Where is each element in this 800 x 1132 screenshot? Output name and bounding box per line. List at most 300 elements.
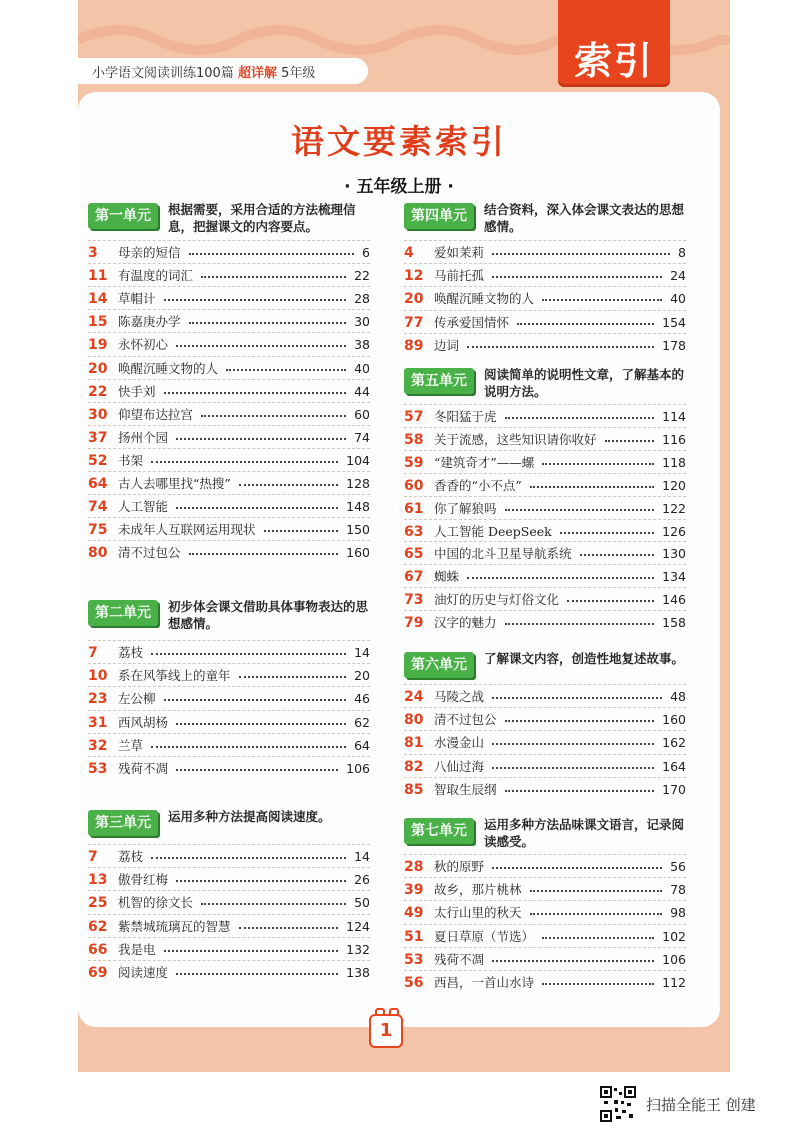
entry-page: 118 (662, 454, 686, 470)
entry-page: 114 (662, 409, 686, 424)
entry-page: 164 (662, 758, 686, 774)
unit-description: 阅读简单的说明性文章，了解基本的说明方法。 (484, 367, 685, 399)
entry-title: 兰草 (118, 737, 144, 753)
unit-description: 了解课文内容，创造性地复述故事。 (484, 651, 685, 666)
entry-page: 134 (662, 569, 686, 585)
entry-page: 104 (346, 452, 370, 468)
leader-dots (530, 913, 662, 915)
leader-dots (176, 438, 346, 440)
leader-dots (560, 532, 654, 534)
index-entry[interactable] (88, 450, 370, 472)
leader-dots (164, 950, 338, 952)
row-divider (404, 947, 686, 948)
leader-dots (176, 880, 346, 882)
entry-title: 故乡，那片桃林 (434, 882, 522, 898)
unit-description: 运用多种方法品味课文语言，记录阅读感受。 (484, 817, 685, 849)
index-entry[interactable] (88, 496, 370, 518)
index-entry[interactable] (88, 939, 370, 961)
index-entry[interactable] (404, 732, 686, 754)
leader-dots (151, 857, 346, 859)
leader-dots (264, 530, 338, 532)
entry-page: 44 (354, 383, 370, 399)
entry-number: 64 (88, 476, 108, 492)
entry-title: 左公柳 (118, 691, 156, 707)
leader-dots (189, 253, 354, 255)
leader-dots (542, 937, 654, 939)
row-divider (404, 970, 686, 971)
index-entry[interactable] (88, 642, 370, 664)
entry-number: 73 (404, 592, 424, 609)
index-entry[interactable] (88, 758, 370, 780)
entry-number: 15 (88, 314, 108, 331)
entry-page: 102 (662, 928, 686, 944)
leader-dots (530, 486, 654, 488)
grade-subtitle: · 五年级上册 · (344, 177, 454, 197)
row-divider (88, 663, 370, 664)
entry-title: 夏日草原（节选） (434, 928, 535, 944)
index-entry[interactable] (404, 589, 686, 611)
entry-title: 香香的“小不点” (434, 477, 522, 493)
entry-title: 传承爱国情怀 (434, 314, 510, 330)
row-divider (404, 610, 686, 611)
entry-page: 178 (662, 337, 686, 353)
entry-page: 20 (354, 668, 370, 684)
entry-page: 60 (354, 406, 370, 422)
leader-dots (505, 623, 654, 625)
row-divider (404, 496, 686, 497)
leader-dots (226, 369, 346, 371)
entry-number: 24 (404, 689, 424, 705)
unit-tag: 第三单元 (88, 810, 158, 836)
entry-page: 14 (354, 645, 370, 660)
index-entry[interactable] (404, 452, 686, 474)
leader-dots (542, 983, 654, 985)
entry-title: 草帽计 (118, 291, 156, 307)
leader-dots (505, 417, 654, 419)
index-entry[interactable] (404, 926, 686, 948)
entry-title: 汉字的魅力 (434, 615, 497, 631)
entry-page: 26 (354, 872, 370, 888)
entry-title: 书架 (118, 452, 144, 468)
index-entry[interactable] (88, 288, 370, 310)
row-divider (404, 541, 686, 542)
entry-title: 傲骨红梅 (118, 872, 169, 888)
entry-number: 67 (404, 569, 424, 586)
entry-page: 24 (670, 268, 686, 284)
leader-dots (492, 276, 662, 278)
entry-page: 160 (346, 545, 370, 561)
entry-title: 人工智能 (118, 499, 169, 515)
index-entry[interactable] (404, 265, 686, 287)
row-divider (88, 379, 370, 380)
entry-number: 80 (404, 712, 424, 729)
entry-number: 79 (404, 615, 424, 632)
leader-dots (239, 927, 338, 929)
row-divider (404, 333, 686, 334)
row-divider (404, 450, 686, 451)
leader-dots (492, 867, 662, 869)
entry-title: 马陵之战 (434, 689, 485, 704)
index-entry[interactable] (88, 869, 370, 891)
leader-dots (492, 767, 654, 769)
entry-page: 128 (346, 476, 370, 491)
row-divider (88, 517, 370, 518)
leader-dots (530, 890, 662, 892)
entry-title: 系在风筝线上的童年 (118, 668, 231, 684)
row-divider (88, 937, 370, 938)
entry-number: 75 (88, 522, 108, 539)
entry-page: 122 (662, 500, 686, 516)
entry-page: 62 (354, 714, 370, 730)
row-divider (404, 519, 686, 520)
row-divider (404, 564, 686, 565)
leader-dots (176, 723, 346, 725)
entry-number: 20 (404, 291, 424, 308)
entry-number: 28 (404, 859, 424, 875)
entry-title: 荔枝 (118, 645, 144, 660)
entry-title: 扬州个园 (118, 429, 169, 445)
row-divider (404, 777, 686, 778)
index-entry[interactable] (88, 404, 370, 426)
page-title: 语文要素索引 (291, 122, 507, 161)
leader-dots (492, 697, 662, 699)
entry-page: 78 (670, 882, 686, 898)
leader-dots (151, 461, 338, 463)
entry-page: 64 (354, 737, 370, 753)
leader-dots (605, 440, 654, 442)
row-divider (88, 240, 370, 241)
entry-title: 快手刘 (118, 383, 156, 399)
leader-dots (492, 743, 654, 745)
entry-title: 人工智能 DeepSeek (434, 523, 552, 539)
index-entry[interactable] (88, 427, 370, 449)
row-divider (88, 471, 370, 472)
row-divider (88, 844, 370, 845)
unit-description: 根据需要，采用合适的方法梳理信息，把握课文的内容要点。 (168, 202, 356, 234)
entry-title: 残荷不凋 (118, 761, 169, 776)
entry-title: 紫禁城琉璃瓦的智慧 (118, 918, 231, 934)
entry-page: 112 (662, 975, 686, 990)
unit-description: 运用多种方法提高阅读速度。 (168, 809, 331, 824)
leader-dots (542, 299, 662, 301)
index-entry[interactable] (404, 949, 686, 971)
row-divider (404, 473, 686, 474)
leader-dots (505, 720, 654, 722)
entry-title: 冬阳猛于虎 (434, 409, 497, 424)
leader-dots (189, 322, 346, 324)
index-entry[interactable] (88, 381, 370, 403)
index-entry[interactable] (404, 288, 686, 310)
entry-number: 53 (88, 761, 108, 777)
entry-number: 60 (404, 477, 424, 494)
row-divider (404, 754, 686, 755)
entry-page: 40 (354, 360, 370, 376)
index-entry[interactable] (404, 498, 686, 520)
entry-page: 150 (346, 522, 370, 538)
entry-page: 22 (354, 268, 370, 284)
entry-number: 58 (404, 431, 424, 448)
leader-dots (517, 323, 654, 325)
index-entry[interactable] (404, 856, 686, 878)
unit-tag: 第七单元 (404, 818, 474, 844)
index-entry[interactable] (404, 335, 686, 357)
entry-title: 西昌，一首山水诗 (434, 975, 535, 990)
index-entry[interactable] (88, 358, 370, 380)
entry-number: 22 (88, 383, 108, 400)
unit-description: 初步体会课文借助具体事物表达的思想感情。 (168, 599, 369, 631)
entry-number: 13 (88, 872, 108, 889)
index-entry[interactable] (404, 475, 686, 497)
entry-number: 39 (404, 882, 424, 899)
entry-number: 89 (404, 337, 424, 354)
entry-number: 66 (88, 941, 108, 958)
entry-number: 19 (88, 337, 108, 354)
entry-title: 水漫金山 (434, 735, 485, 751)
index-entry[interactable] (404, 521, 686, 543)
entry-page: 154 (662, 314, 686, 330)
entry-number: 49 (404, 905, 424, 922)
leader-dots (164, 299, 346, 301)
row-divider (88, 309, 370, 310)
entry-page: 120 (662, 477, 686, 493)
row-divider (404, 730, 686, 731)
entry-number: 51 (404, 928, 424, 945)
entry-page: 8 (678, 245, 686, 260)
index-entry[interactable] (404, 543, 686, 565)
row-divider (404, 427, 686, 428)
index-entry[interactable] (404, 779, 686, 801)
index-entry[interactable] (404, 902, 686, 924)
row-divider (404, 877, 686, 878)
entry-title: 太行山里的秋天 (434, 905, 522, 921)
entry-number: 4 (404, 245, 414, 261)
entry-number: 32 (88, 737, 108, 754)
entry-title: 唤醒沉睡文物的人 (118, 360, 219, 376)
entry-number: 82 (404, 758, 424, 775)
row-divider (404, 587, 686, 588)
index-tab-label: 索引 (573, 39, 654, 83)
leader-dots (201, 276, 346, 278)
index-entry[interactable] (404, 429, 686, 451)
index-entry[interactable] (88, 846, 370, 868)
leader-dots (151, 746, 346, 748)
row-divider (404, 240, 686, 241)
index-entry[interactable] (88, 473, 370, 495)
entry-title: 机智的徐文长 (118, 895, 194, 911)
entry-page: 14 (354, 849, 370, 864)
entry-title: 智取生辰纲 (434, 781, 497, 797)
entry-page: 46 (354, 691, 370, 707)
row-divider (88, 425, 370, 426)
entry-title: 蜘蛛 (434, 569, 460, 585)
row-divider (88, 402, 370, 403)
index-entry[interactable] (88, 735, 370, 757)
entry-number: 53 (404, 951, 424, 968)
leader-dots (151, 653, 346, 655)
index-entry[interactable] (404, 972, 686, 994)
leader-dots (201, 903, 346, 905)
unit-description: 结合资料，深入体会课文表达的思想感情。 (484, 202, 685, 234)
row-divider (88, 332, 370, 333)
entry-title: 我是电 (118, 941, 156, 957)
index-entry[interactable] (88, 542, 370, 564)
entry-title: 八仙过海 (434, 758, 485, 774)
row-divider (88, 286, 370, 287)
unit-tag: 第四单元 (404, 203, 474, 229)
entry-number: 3 (88, 245, 98, 261)
index-entry[interactable] (404, 756, 686, 778)
index-entry[interactable] (88, 962, 370, 984)
entry-page: 146 (662, 592, 686, 608)
entry-title: 清不过包公 (434, 712, 497, 728)
entry-number: 62 (88, 918, 108, 935)
entry-title: 仰望布达拉宫 (118, 406, 194, 422)
entry-title: 陈嘉庚办学 (118, 314, 181, 330)
entry-title: 清不过包公 (118, 545, 181, 561)
entry-title: 永怀初心 (118, 337, 169, 353)
entry-title: “建筑奇才”——螺 (434, 454, 535, 470)
entry-number: 61 (404, 500, 424, 517)
entry-page: 130 (662, 546, 686, 562)
leader-dots (164, 699, 346, 701)
leader-dots (492, 960, 654, 962)
row-divider (88, 540, 370, 541)
entry-title: 阅读速度 (118, 965, 169, 980)
entry-title: 秋的原野 (434, 859, 485, 874)
index-entry[interactable] (88, 665, 370, 687)
entry-page: 40 (670, 291, 686, 307)
leader-dots (505, 509, 654, 511)
entry-page: 48 (670, 689, 686, 704)
index-entry[interactable] (88, 916, 370, 938)
unit-tag: 第二单元 (88, 600, 158, 626)
index-entry[interactable] (404, 709, 686, 731)
unit-tag: 第一单元 (88, 203, 158, 229)
entry-title: 母亲的短信 (118, 245, 181, 260)
entry-page: 38 (354, 337, 370, 353)
row-divider (88, 356, 370, 357)
row-divider (404, 707, 686, 708)
entry-page: 50 (354, 895, 370, 911)
leader-dots (239, 676, 346, 678)
row-divider (88, 494, 370, 495)
watermark-text: 扫描全能王 创建 (646, 1096, 756, 1114)
entry-page: 28 (354, 291, 370, 307)
leader-dots (201, 415, 346, 417)
entry-page: 106 (346, 761, 370, 776)
entry-number: 20 (88, 360, 108, 377)
entry-title: 马前托孤 (434, 268, 485, 284)
entry-number: 52 (88, 452, 108, 469)
entry-title: 你了解狼吗 (434, 500, 497, 516)
watermark (600, 1086, 790, 1126)
index-entry[interactable] (404, 612, 686, 634)
leader-dots (542, 463, 654, 465)
index-entry[interactable] (404, 879, 686, 901)
entry-page: 170 (662, 781, 686, 797)
entry-page: 30 (354, 314, 370, 330)
entry-title: 残荷不凋 (434, 951, 485, 967)
index-entry[interactable] (404, 566, 686, 588)
entry-title: 中国的北斗卫星导航系统 (434, 546, 572, 562)
entry-number: 57 (404, 409, 424, 425)
row-divider (404, 404, 686, 405)
row-divider (88, 640, 370, 641)
entry-number: 11 (88, 268, 108, 285)
entry-title: 边词 (434, 337, 460, 353)
qr-code-icon (600, 1086, 636, 1122)
leader-dots (189, 553, 338, 555)
leader-dots (164, 392, 346, 394)
row-divider (88, 867, 370, 868)
index-entry[interactable] (88, 688, 370, 710)
index-entry[interactable] (404, 406, 686, 428)
row-divider (404, 310, 686, 311)
index-entry[interactable] (88, 242, 370, 264)
index-entry[interactable] (404, 686, 686, 708)
entry-page: 98 (670, 905, 686, 921)
leader-dots (176, 345, 346, 347)
leader-dots (492, 253, 670, 255)
entry-page: 132 (346, 941, 370, 957)
entry-page: 6 (362, 245, 370, 260)
row-divider (404, 286, 686, 287)
row-divider (404, 900, 686, 901)
row-divider (88, 686, 370, 687)
entry-number: 81 (404, 735, 424, 752)
header-series: 小学语文阅读训练100篇 超详解 5年级 (92, 66, 316, 81)
index-entry[interactable] (88, 712, 370, 734)
entry-number: 30 (88, 406, 108, 423)
entry-number: 77 (404, 314, 424, 331)
index-entry[interactable] (88, 334, 370, 356)
entry-page: 74 (354, 429, 370, 445)
entry-page: 138 (346, 965, 370, 980)
leader-dots (176, 769, 338, 771)
entry-title: 西风胡杨 (118, 714, 169, 730)
entry-title: 有温度的词汇 (118, 268, 194, 284)
row-divider (88, 448, 370, 449)
entry-page: 158 (662, 615, 686, 631)
entry-title: 爱如茉莉 (434, 245, 485, 260)
entry-number: 63 (404, 523, 424, 540)
index-entry[interactable] (88, 892, 370, 914)
unit-tag: 第五单元 (404, 368, 474, 394)
index-entry[interactable] (404, 312, 686, 334)
row-divider (404, 854, 686, 855)
index-entry[interactable] (88, 265, 370, 287)
index-entry[interactable] (88, 311, 370, 333)
index-entry[interactable] (404, 242, 686, 264)
entry-page: 148 (346, 499, 370, 515)
row-divider (88, 710, 370, 711)
leader-dots (505, 790, 654, 792)
leader-dots (239, 484, 338, 486)
entry-number: 80 (88, 545, 108, 562)
leader-dots (176, 507, 338, 509)
entry-title: 荔枝 (118, 849, 144, 864)
page-number: 1 (369, 1014, 403, 1048)
entry-number: 59 (404, 454, 424, 471)
entry-number: 65 (404, 546, 424, 563)
entry-number: 7 (88, 849, 98, 865)
leader-dots (176, 973, 338, 975)
row-divider (404, 263, 686, 264)
entry-number: 12 (404, 268, 424, 285)
index-entry[interactable] (88, 519, 370, 541)
entry-page: 124 (346, 918, 370, 934)
entry-number: 7 (88, 645, 98, 661)
